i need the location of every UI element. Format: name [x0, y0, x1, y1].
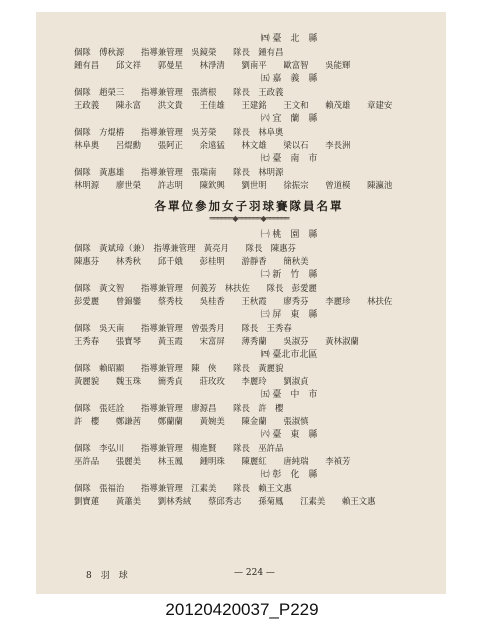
section-heading: ㈡ 新 竹 縣 [260, 270, 318, 280]
member-line: 林阜奧 呂焜勳 張阿正 余遠猛 林文雄 梁以石 李長洲 [74, 140, 351, 150]
document-page [36, 12, 446, 594]
member-line: 許 櫻 鄭謙茜 鄭蘭蘭 黃婉美 陳金蘭 張淑慎 [74, 416, 309, 426]
member-line: 黃麗貌 魏玉珠 簡秀貞 莊玫玫 李麗玲 劉淑貞 [74, 376, 309, 386]
staff-line: 個隊 李弘川 指導兼管理 楊進賢 隊長 巫許品 [74, 443, 284, 453]
section-heading: ㈢ 屏 東 縣 [260, 310, 318, 320]
section-heading: ㈦ 臺 南 市 [260, 154, 318, 164]
section-heading: ㈣ 臺 北 縣 [260, 34, 318, 44]
staff-line: 個隊 黃文智 指導兼管理 何義芳 林扶佐 隊長 彭愛麗 [74, 283, 317, 293]
title-decoration: ══════◆══════◆══════ [209, 214, 289, 223]
staff-line: 個隊 黃斌璋（兼） 指導兼管理 黃亮月 隊長 陳惠芬 [74, 243, 296, 253]
roster-content [74, 32, 424, 508]
member-line: 陳惠芬 林秀秋 邱千娥 彭桂明 游靜香 簡秋美 [74, 256, 309, 266]
men-roster-sections [74, 32, 424, 192]
member-line: 林明源 廖世榮 許志明 陳欽興 劉世明 徐振宗 曾道模 陳瀛池 [74, 180, 393, 190]
member-line: 鍾有昌 邱文祥 郭曼星 林淨清 劉南平 歐富智 吳能輝 [74, 60, 351, 70]
page-title: 各單位參加女子羽球賽隊員名單 [154, 199, 344, 213]
staff-line: 個隊 賴昭顯 指導兼管理 陳 俠 隊長 黃麗貌 [74, 363, 284, 373]
women-roster-sections [74, 228, 424, 508]
staff-line: 個隊 黃惠雄 指導兼管理 張瑞南 隊長 林明源 [74, 167, 284, 177]
staff-line: 個隊 方焜樁 指導兼管理 吳芳榮 隊長 林阜奧 [74, 127, 284, 137]
member-line: 王政義 陳永富 洪文貴 王佳雄 王建銘 王文和 賴茂雄 章建安 [74, 100, 393, 110]
section-heading: ㈣ 臺北市北區 [260, 350, 318, 360]
staff-line: 個隊 張福治 指導兼管理 江素美 隊長 賴王文惠 [74, 483, 292, 493]
member-line: 王秀春 張寶琴 黃玉霞 宋富屏 薄秀蘭 吳淑芬 黃林淑蘭 [74, 336, 359, 346]
member-line: 彭愛麗 曾錦鑾 蔡秀枝 吳桂香 王秋霞 廖秀芬 李麗珍 林扶佐 [74, 296, 393, 306]
section-heading: ㈦ 彰 化 縣 [260, 470, 318, 480]
member-line: 巫許品 張麗美 林玉鳳 鍾明珠 陳麗紅 唐純瑞 李禎芳 [74, 456, 351, 466]
section-heading: ㈥ 宜 蘭 縣 [260, 114, 318, 124]
footer-page-label: 8 羽 球 [86, 571, 128, 581]
footer-page-number: — 224 — [234, 568, 275, 578]
staff-line: 個隊 張廷詮 指導兼管理 廖源昌 隊長 許 櫻 [74, 403, 284, 413]
section-heading: ㈤ 臺 中 市 [260, 390, 318, 400]
section-heading: ㈠ 桃 園 縣 [260, 230, 318, 240]
section-heading: ㈤ 嘉 義 縣 [260, 74, 318, 84]
staff-line: 個隊 趙榮三 指導兼管理 張濟根 隊長 王政義 [74, 87, 284, 97]
section-heading: ㈥ 臺 東 縣 [260, 430, 318, 440]
staff-line: 個隊 吳天南 指導兼管理 曾張秀月 隊長 王秀春 [74, 323, 292, 333]
image-caption: 20120420037_P229 [165, 600, 319, 619]
staff-line: 個隊 傅秋源 指導兼管理 吳鏡榮 隊長 鍾有昌 [74, 47, 284, 57]
member-line: 劉寶蓮 黃蕭美 劉林秀絨 蔡邱秀志 孫菊鳳 江素美 賴王文惠 [74, 496, 376, 506]
